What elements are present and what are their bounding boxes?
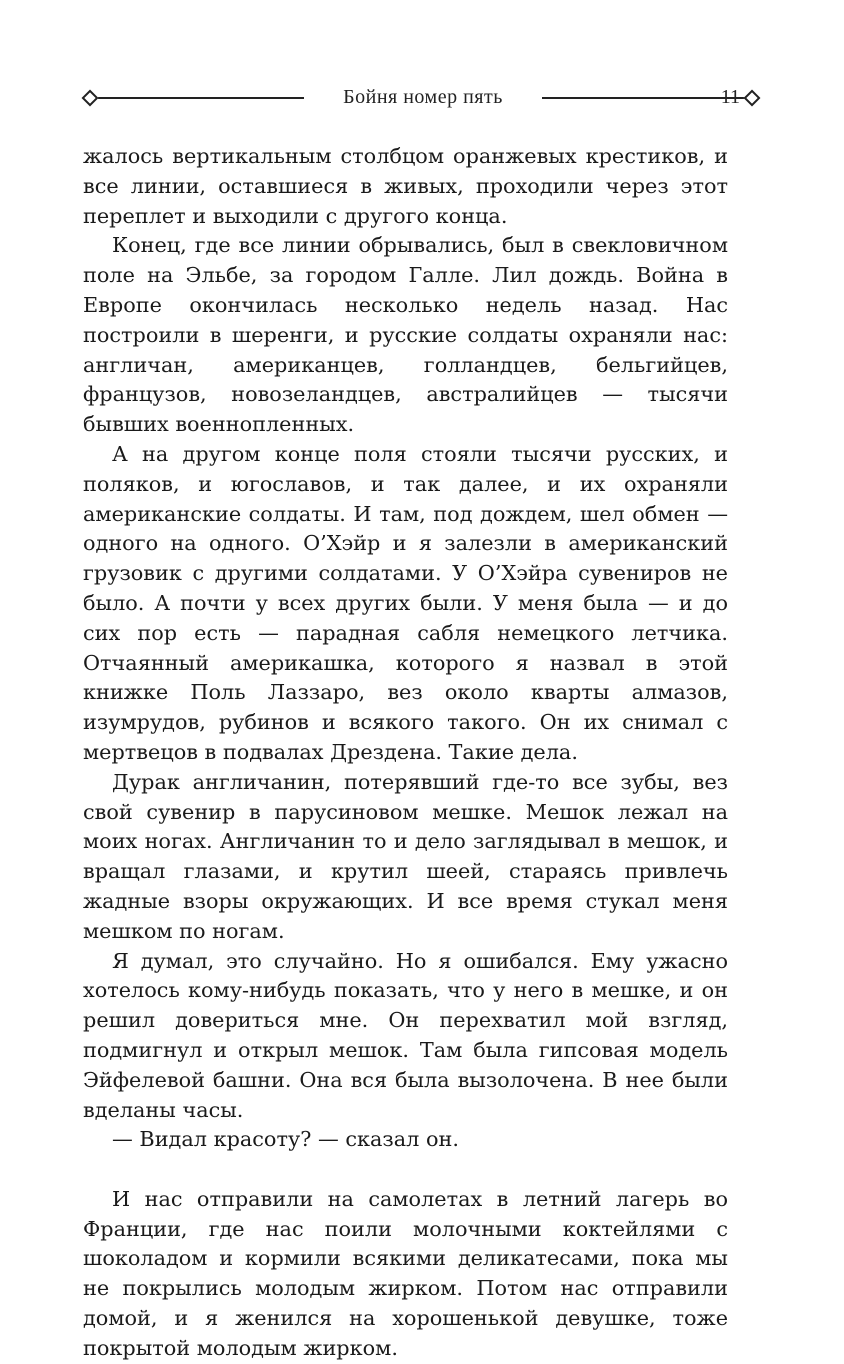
paragraph: А на другом конце поля стояли тысячи русских, и поляков, и югославов, и так далее, и их охраняли американские солдаты. И там, под дождем, шел обмен — одного на одного. О’Хэйр и я залезли в американский грузовик с другими солдатами. У О’Хэйра сувениров не было. А почти у всех других были. У меня была — и до сих пор есть — парадная сабля немецкого летчика. Отчаянный америкашка, которого я назвал в этой книжке Поль Лаззаро, вез около кварты алмазов, изумрудов, рубинов и всякого такого. Он их снимал с мертвецов в подвалах Дрездена. Такие дела. — [83, 441, 728, 764]
header-rule-left — [98, 97, 304, 99]
page-number: 11 — [720, 86, 740, 108]
diamond-ornament-icon — [82, 90, 99, 107]
paragraph: И нас отправили на самолетах в летний лагерь во Франции, где нас поили молочными коктейлями с шоколадом и кормили всякими деликатесами, пока мы не покрылись молодым жирком. Потом нас отправили домой, и я женился на хорошенькой девушке, тоже покрытой молодым жирком. — [83, 1186, 728, 1360]
paragraph: жалось вертикальным столбцом оранжевых крестиков, и все линии, оставшиеся в живых, проходили через этот переплет и выходили с другого конца. — [83, 144, 728, 228]
paragraph: Конец, где все линии обрывались, был в свекловичном поле на Эльбе, за городом Галле. Лил дождь. Война в Европе окончилась несколько недель назад. Нас построили в шеренги, и русские солдаты охраняли нас: англичан, американцев, голландцев, бельгийцев, французов, новозеландцев, австралийцев — тысячи бывших военнопленных. — [83, 233, 728, 437]
paragraph: Дурак англичанин, потерявший где-то все зубы, вез свой сувенир в парусиновом мешке. Мешок лежал на моих ногах. Англичанин то и дело заглядывал в мешок, и вращал глазами, и крутил шеей, стараясь привлечь жадные взоры окружающих. И все время стукал меня мешком по ногам. — [83, 769, 728, 943]
diamond-ornament-icon — [744, 90, 761, 107]
body-text — [83, 142, 728, 1364]
paragraph: Я думал, это случайно. Но я ошибался. Ему ужасно хотелось кому-нибудь показать, что у него в мешке, и он решил довериться мне. Он перехватил мой взгляд, подмигнул и открыл мешок. Там была гипсовая модель Эйфелевой башни. Она вся была вызолочена. В нее были вделаны часы. — [83, 948, 728, 1122]
running-title: Бойня номер пять — [343, 86, 503, 108]
running-header — [80, 80, 740, 116]
paragraph: — Видал красоту? — сказал он. — [112, 1127, 459, 1152]
